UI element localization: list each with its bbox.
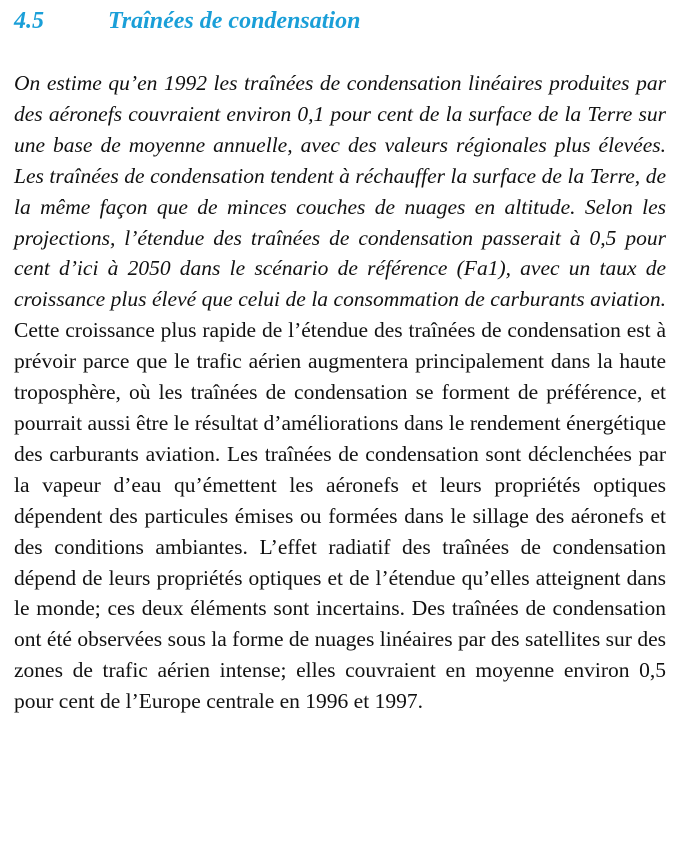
section-title: Traînées de condensation [108, 8, 361, 34]
body-regular-text: Cette croissance plus rapide de l’étendue des traînées de condensation est à prévoir parce que le trafic aérien augmentera principalement dans la haute troposphère, où les traînées de condensation se forment de préférence, et pourrait aussi être le résultat d’améliorations dans le rendement énergétique des carburants aviation. Les traînées de condensation sont déclenchées par la vapeur d’eau qu’émettent les aéronefs et leurs propriétés optiques dépendent des particules émises ou formées dans le sillage des aéronefs et des conditions ambiantes. L’effet radiatif des traînées de condensation dépend de leurs propriétés optiques et de l’étendue qu’elles atteignent dans le monde; ces deux éléments sont incertains. Des traînées de condensation ont été observées sous la forme de nuages linéaires par des satellites sur des zones de trafic aérien intense; elles couvraient en moyenne environ 0,5 pour cent de l’Europe centrale en 1996 et 1997. [14, 318, 666, 714]
section-number: 4.5 [14, 8, 44, 34]
summary-italic-text: On estime qu’en 1992 les traînées de condensation linéaires produites par des aéronefs couvraient environ 0,1 pour cent de la surface de la Terre sur une base de moyenne annuelle, avec des valeurs régionales plus élevées. Les traînées de condensation tendent à réchauffer la surface de la Terre, de la même façon que de minces couches de nuages en altitude. Selon les projections, l’étendue des traînées de condensation passerait à 0,5 pour cent d’ici à 2050 dans le scénario de référence (Fa1), avec un taux de croissance plus élevé que celui de la consommation de carburants aviation. [14, 71, 666, 312]
section-paragraph [14, 68, 666, 717]
section-heading [14, 6, 666, 36]
